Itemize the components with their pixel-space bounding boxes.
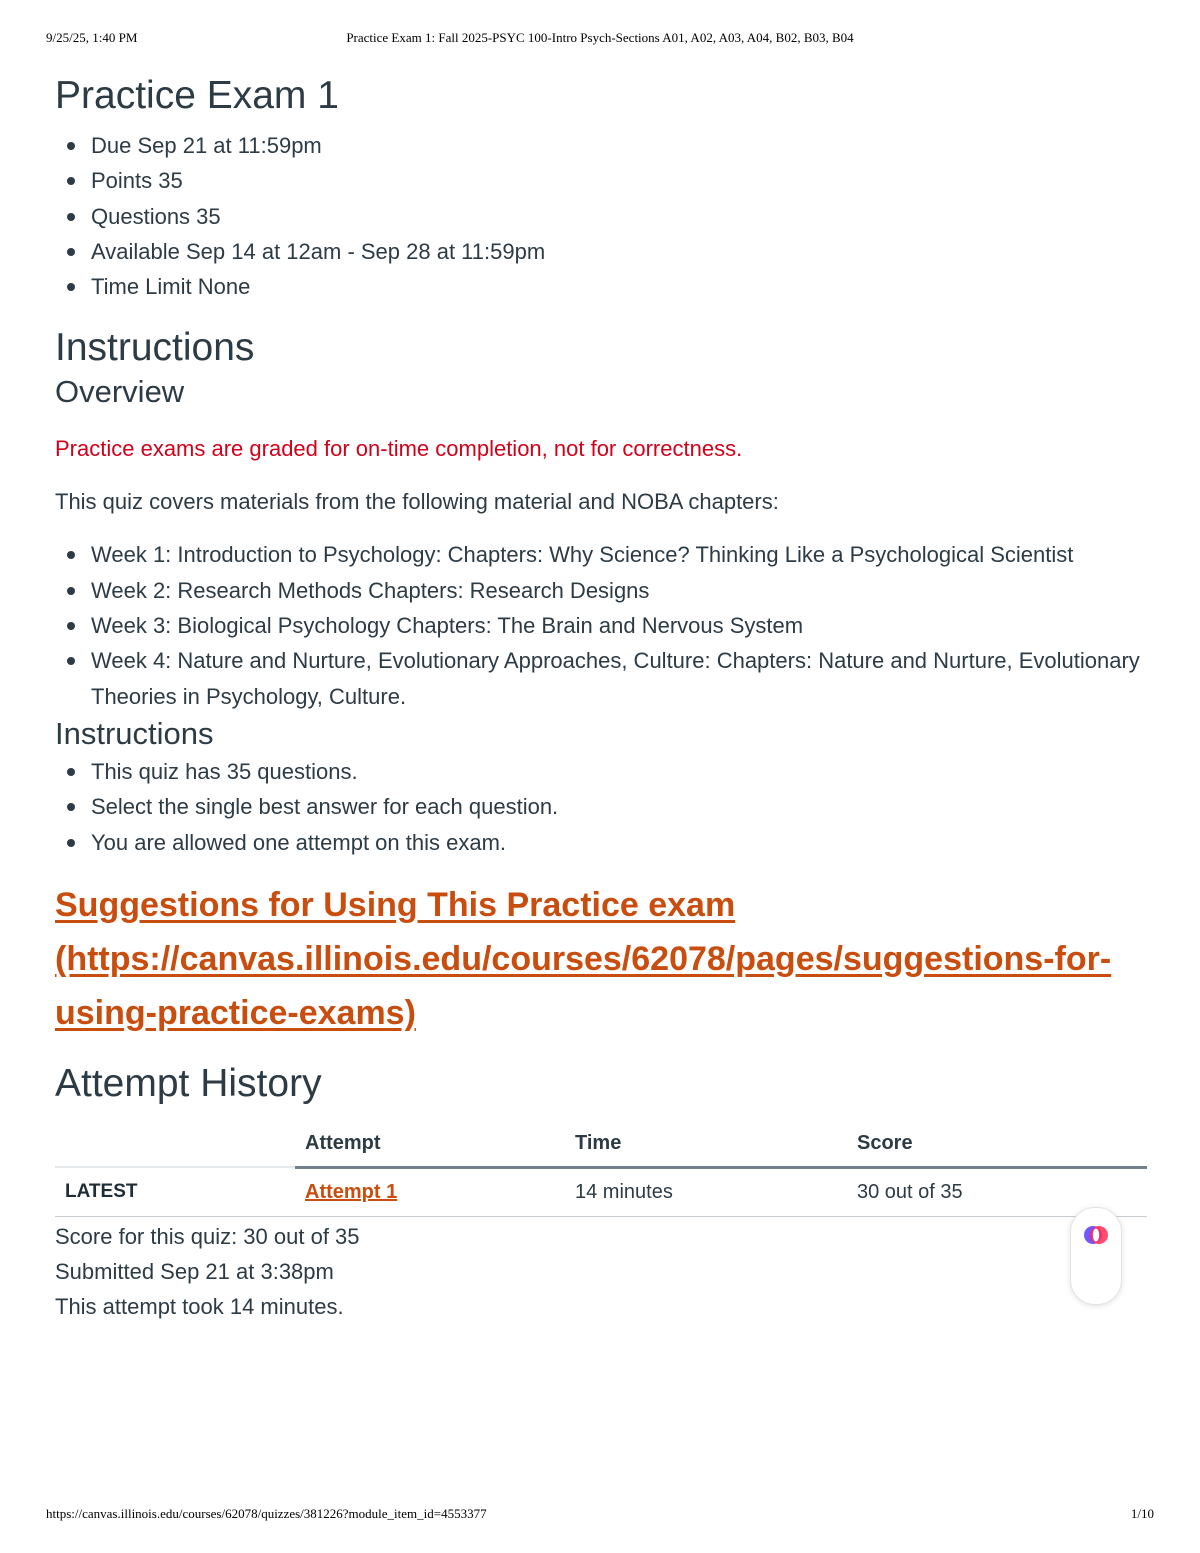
suggestions-link-url-cont[interactable]: using-practice-exams)	[55, 993, 416, 1032]
instructions-list	[55, 754, 1147, 860]
grading-note: Practice exams are graded for on-time completion, not for correctness.	[55, 436, 743, 462]
detail-available: Available Sep 14 at 12am - Sep 28 at 11:59pm	[55, 234, 1147, 269]
attempt-history-table	[55, 1122, 1147, 1217]
print-header	[46, 30, 1154, 50]
column-header-score: Score	[847, 1122, 1147, 1168]
latest-label: LATEST	[55, 1167, 295, 1216]
print-footer	[46, 1506, 1154, 1526]
week-item: Week 4: Nature and Nurture, Evolutionary Approaches, Culture: Chapters: Nature and Nurture, Evolutionary Theories in Psychology, Culture.	[55, 643, 1147, 714]
instruction-item: You are allowed one attempt on this exam.	[55, 825, 1147, 860]
instruction-item: This quiz has 35 questions.	[55, 754, 1147, 789]
table-row	[55, 1167, 1147, 1216]
column-header-time: Time	[565, 1122, 847, 1168]
suggestions-link-title[interactable]: Suggestions for Using This Practice exam	[55, 885, 736, 924]
assistant-logo-icon	[1082, 1221, 1110, 1249]
instructions-subheading: Instructions	[55, 715, 214, 751]
instruction-item: Select the single best answer for each question.	[55, 789, 1147, 824]
page-number: 1/10	[1130, 1506, 1154, 1521]
suggestions-link[interactable]	[55, 878, 1147, 1040]
coverage-intro: This quiz covers materials from the following material and NOBA chapters:	[55, 489, 779, 515]
detail-points: Points 35	[55, 163, 1147, 198]
quiz-details	[55, 128, 1147, 304]
attempt-history-heading: Attempt History	[55, 1061, 322, 1105]
suggestions-link-url[interactable]: (https://canvas.illinois.edu/courses/62078/pages/suggestions-for-	[55, 939, 1112, 978]
print-url: https://canvas.illinois.edu/courses/62078/quizzes/381226?module_item_id=4553377	[46, 1506, 487, 1521]
detail-time-limit: Time Limit None	[55, 269, 1147, 304]
attempt-cell	[295, 1167, 565, 1216]
week-item: Week 3: Biological Psychology Chapters: The Brain and Nervous System	[55, 608, 1147, 643]
weeks-list	[55, 537, 1147, 713]
attempt-duration: This attempt took 14 minutes.	[55, 1294, 344, 1320]
instructions-heading: Instructions	[55, 326, 255, 370]
column-header-blank	[55, 1122, 295, 1168]
attempt-link[interactable]: Attempt 1	[305, 1180, 398, 1203]
submitted-time: Submitted Sep 21 at 3:38pm	[55, 1259, 334, 1285]
week-item: Week 1: Introduction to Psychology: Chapters: Why Science? Thinking Like a Psychological Scientist	[55, 537, 1147, 572]
score-cell: 30 out of 35	[847, 1167, 1147, 1216]
detail-questions: Questions 35	[55, 199, 1147, 234]
week-item: Week 2: Research Methods Chapters: Research Designs	[55, 573, 1147, 608]
assistant-widget-button[interactable]	[1070, 1207, 1122, 1305]
print-date: 9/25/25, 1:40 PM	[46, 30, 138, 45]
attempt-summary	[55, 1219, 1147, 1325]
detail-due: Due Sep 21 at 11:59pm	[55, 128, 1147, 163]
table-header-row	[55, 1122, 1147, 1168]
page-title: Practice Exam 1	[55, 74, 339, 117]
time-cell: 14 minutes	[565, 1167, 847, 1216]
overview-heading: Overview	[55, 374, 185, 410]
print-title: Practice Exam 1: Fall 2025-PSYC 100-Intro Psych-Sections A01, A02, A03, A04, B02, B03, B04	[346, 30, 854, 45]
column-header-attempt: Attempt	[295, 1122, 565, 1168]
quiz-content	[55, 72, 1147, 1325]
quiz-score: Score for this quiz: 30 out of 35	[55, 1223, 360, 1249]
